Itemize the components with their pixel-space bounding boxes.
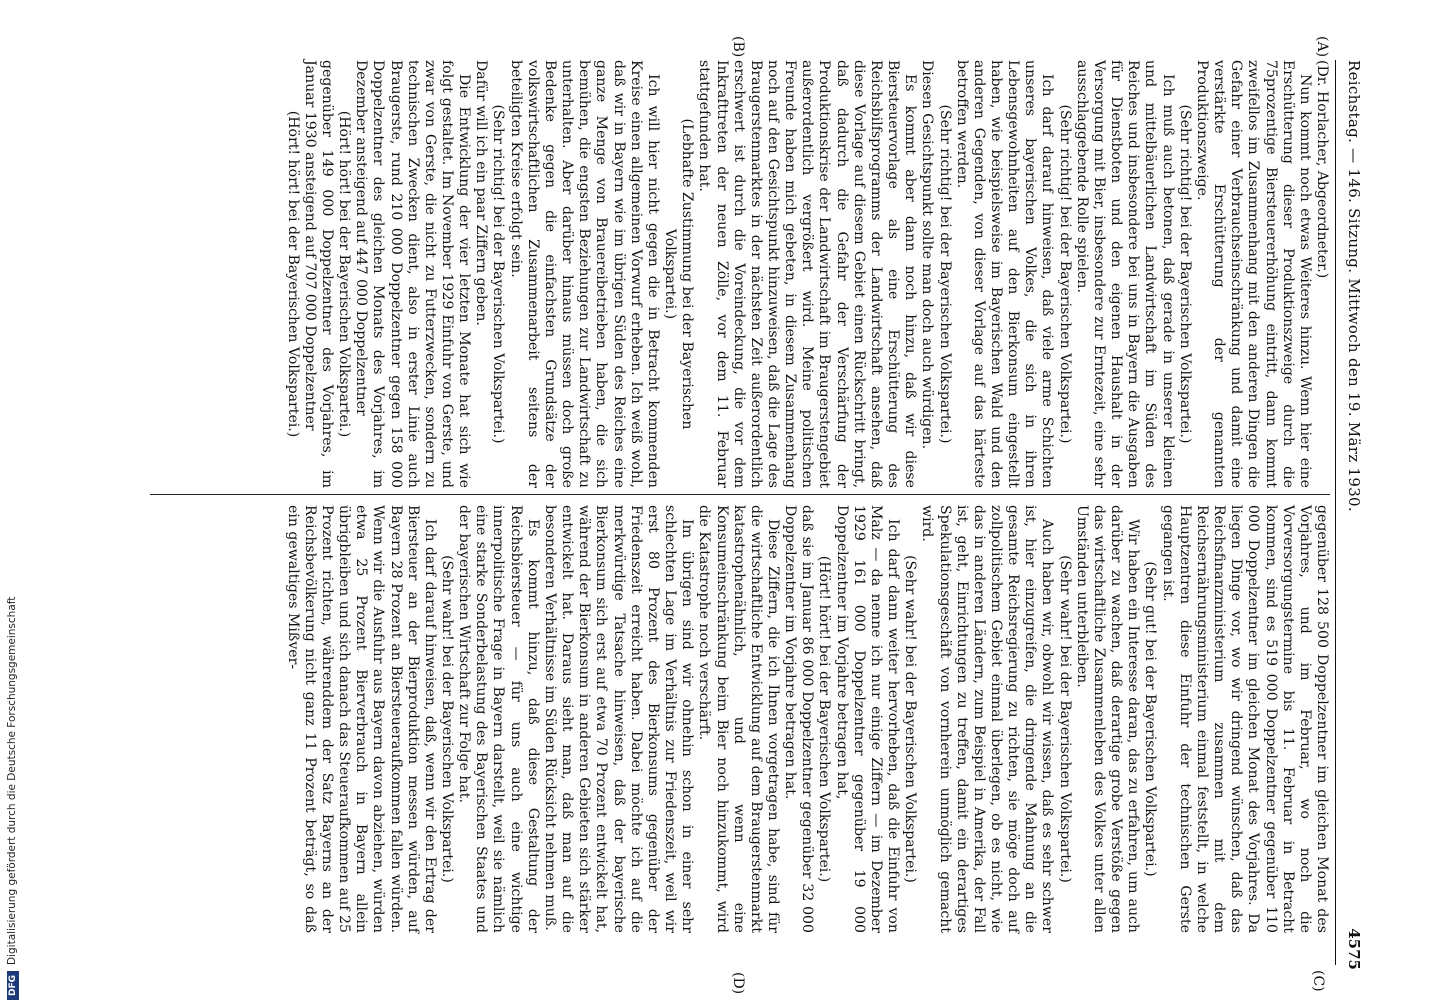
paragraph: Ich muß auch betonen, daß gerade in unserer kleinen und mittelbäuerlichen Landwirtschaft im Süden des Reiches und insbesondere bei uns in Bayern die Ausgaben für Dienstboten und den eigenen Haushalt in der Versorgung mit Bier, insbesondere zur Erntezeit, eine sehr ausschlaggebende Rolle spielen. — [1073, 60, 1176, 488]
dfg-logo: DFG — [7, 971, 19, 1000]
left-text-column — [283, 60, 1330, 488]
paragraph: Im übrigen sind wir ohnehin schon in einer sehr schlechten Lage im Verhältnis zur Friedenszeit, weil wir erst 80 Prozent des Bierkonsums gegenüber der Friedenszeit erreicht haben. Dabei möchte ich auf die merkwürdige Tatsache hinweisen, daß der bayerische Bierkonsum sich erst auf etwa 70 Prozent entwickelt hat, während der Bierkonsum in anderen Gebieten sich stärker entwickelt hat. Daraus sieht man, daß man auf die besonderen Verhältnisse im Süden Rücksicht nehmen muß. — [541, 505, 696, 933]
paragraph: daß sie im Januar 86 000 Doppelzentner gegenüber 32 000 Doppelzentner im Vorjahre betragen hat. — [782, 505, 816, 933]
digitization-credit-text: Digitalisierung gefördert durch die Deutsche Forschungsgemeinschaft — [6, 596, 18, 965]
digitization-credit — [6, 597, 19, 1000]
interjection: (Hört! hört! bei der Bayerischen Volkspartei.) — [816, 555, 833, 883]
interjection: (Sehr richtig! bei der Bayerischen Volkspartei.) — [490, 104, 507, 444]
margin-marker-b: (B) — [730, 36, 746, 58]
paragraph: Die Entwicklung der vier letzten Monate hat sich wie folgt gestaltet. Im November 1929 Einfuhr von Gerste, und zwar von Gerste, die nicht zu Futterzwecken, sondern zu technischen Zwecken dient, also in erster Linie auch Braugerste, rund 210 000 Doppelzentner gegen 158 000 Doppelzentner des gleichen Monats des Vorjahres, im Dezember ansteigend auf 447 000 Doppelzentner — [353, 60, 473, 488]
interjection: (Sehr wahr! bei der Bayerischen Volkspartei.) — [439, 555, 456, 883]
header-rule — [1335, 60, 1336, 965]
paragraph: Ich will hier nicht gegen die in Betracht kommenden Kreise einen allgemeinen Vorwurf erheben. Ich weiß wohl, daß wir in Bayern wie im übrigen Süden des Reiches eine ganze Menge von Brauereibetrieben haben, die sich bemühen, die engsten Beziehungen zur Landwirtschaft zu unterhalten. Aber darüber hinaus müssen doch große Bedenke gegen die einfachsten Grundsätze der volkswirtschaftlichen Zusammenarbeit seitens der beteiligten Kreise erfolgt sein. — [507, 60, 661, 488]
interjection: (Sehr wahr! bei der Bayerischen Volkspartei.) — [1056, 555, 1073, 883]
speaker-line: (Dr. Horlacher, Abgeordneter.) — [1314, 60, 1330, 279]
interjection: (Sehr richtig! bei der Bayerischen Volkspartei.) — [1176, 104, 1193, 444]
paragraph: Es kommt aber dann noch hinzu, daß wir diese Biersteuervorlage als eine Erschütterung des Reichsbilfsprogramms der Landwirtschaft ansehen, daß diese Vorlage auf diesem Gebiet einen Rückschritt bringt, daß dadurch die Gefahr der Verschärfung der Produktionskrise der Landwirtschaft im Braugerstengebiet außerordentlich vergrößert wird. Meine politischen Freunde haben mich gebeten, in diesem Zusammenhang noch auf den Gesichtspunkt hinzuweisen, daß die Lage des Braugerstenmarktes in der nächsten Zeit außerordentlich erschwert ist durch die Voreindeckung, die vor dem Inkrafttreten der neuen Zölle, vor dem 11. Februar stattgefunden hat. — [696, 60, 919, 488]
paragraph: Diese Ziffern, die ich Ihnen vorgetragen habe, sind für die wirtschaftliche Entwicklung auf dem Braugerstenmarkt katastrophenähnlich, und wenn eine Konsumeinschränkung beim Bier noch hinzukommt, wird die Katastrophe noch verschärft. — [696, 505, 781, 933]
paragraph: Ich darf darauf hinweisen, daß viele arme Schichten unseres bayerischen Volkes, die sich in ihren Lebensgewohnheiten auf den Bierkonsum eingestellt haben, wie beispielsweise im Bayerischen Wald und den anderen Gegenden, von dieser Vorlage auf das härteste betroffen werden. — [953, 60, 1056, 488]
interjection: (Sehr wahr! bei der Bayerischen Volkspartei.) — [902, 555, 919, 883]
interjection: (Sehr gut! bei der Bayerischen Volkspartei.) — [1142, 561, 1159, 877]
paragraph: Ich darf dann weiter hervorheben, daß die Einfuhr von Malz — da nenne ich nur einige Ziffern — im Dezember 1929 161 000 Doppelzentner gegenüber 19 000 Doppelzentner im Vorjahre betragen hat, — [833, 505, 902, 933]
column-divider — [150, 494, 1330, 495]
margin-marker-d: (D) — [730, 972, 746, 995]
paragraph: gegenüber 149 000 Doppelzentner des Vorjahres, im Januar 1930 ansteigend auf 707 000 Doppelzentner — [301, 60, 335, 488]
paragraph: gegenüber 128 500 Doppelzentner im gleichen Monat des Vorjahres, und im Februar, wo noch die Vorversorgungstermine bis 11. Februar in Betracht kommen, sind es 519 000 Doppelzentner gegenüber 110 000 Doppelzentner im gleichen Monat des Vorjahres. Da liegen Dinge vor, wo wir dringend wünschen, daß das Reichsfinanzministerium zusammen mit dem Reichsernährungsministerium einmal feststellt, in welche Hauptzentren diese Einfuhr der technischen Gerste gegangen ist. — [1159, 505, 1330, 933]
interjection: (Hört! hört! bei der Bayerischen Volkspartei.) — [284, 110, 301, 438]
paragraph: Auch haben wir, obwohl wir wissen, daß es sehr schwer ist, hier einzugreifen, die dringende Mahnung an die gesamte Reichsregierung zu richten, sie möge doch auf zollpolitischem Gebiet einmal überlegen, ob es nicht, wie das in anderen Ländern, zum Beispiel in Amerika, der Fall ist, geht, Einrichtungen zu treffen, damit ein derartiges Spekulationsgeschäft von vornherein unmöglich gemacht wird. — [919, 505, 1056, 933]
page-number: 4575 — [1345, 928, 1363, 970]
right-text-column — [283, 505, 1330, 933]
paragraph: Dafür will ich ein paar Ziffern geben. — [473, 60, 490, 326]
interjection: (Lebhafte Zustimmung bei der Bayerischen Volkspartei.) — [662, 118, 696, 430]
margin-marker-a: (A) — [1314, 36, 1330, 58]
margin-marker-c: (C) — [1310, 970, 1326, 992]
paragraph: Nun kommt noch etwas Weiteres hinzu. Wenn hier eine Erschütterung dieser Produktionszweige durch die 75prozentige Biersteuererhöhung eintritt, dann kommt zweifellos im Zusammenhang mit den anderen Dingen die Gefahr einer Verbrauchseinschränkung und damit eine verstärkte Erschütterung der genannten Produktionszweige. — [1193, 60, 1313, 488]
running-head-title: Reichstag. — 146. Sitzung. Mittwoch den 19. März 1930. — [1345, 60, 1363, 512]
paragraph: Wir haben ein Interesse daran, das zu erfahren, um auch darüber zu wachen, daß derartige grobe Verstöße gegen das wirtschaftliche Zusammenleben des Volkes unter allen Umständen unterbleiben. — [1073, 505, 1142, 933]
interjection: (Sehr richtig! bei der Bayerischen Volkspartei.) — [936, 104, 953, 444]
interjection: (Hört! hört! bei der Bayerischen Volkspartei.) — [336, 110, 353, 438]
paragraph: Es kommt hinzu, daß diese Gestaltung der Reichsbiersteuer — für uns auch eine wichtige innerpolitische Frage in Bayern darstellt, weil sie nämlich eine starke Sonderbelastung des Bayerischen Staates und der bayerischen Wirtschaft zur Folge hat. — [456, 505, 541, 933]
paragraph: Diesen Gesichtspunkt sollte man doch auch würdigen. — [919, 60, 936, 450]
paragraph: Ich darf darauf hinweisen, daß, wenn wir den Ertrag der Biersteuer an der Bierproduktion messen würden, auf Bayern 28 Prozent an Biersteueraufkommen fallen würden. Wenn wir die Ausfuhr aus Bayern davon abziehen, würden etwa 25 Prozent Bierverbrauch in Bayern allein übrigbleiben und sich danach das Steueraufkommen auf 25 Prozent richten, währenddem der Satz Bayerns an der Reichsbevölkerung nicht ganz 11 Prozent beträgt, so daß ein gewaltiges Mißver- — [284, 505, 438, 933]
interjection: (Sehr richtig! bei der Bayerischen Volkspartei.) — [1056, 104, 1073, 444]
